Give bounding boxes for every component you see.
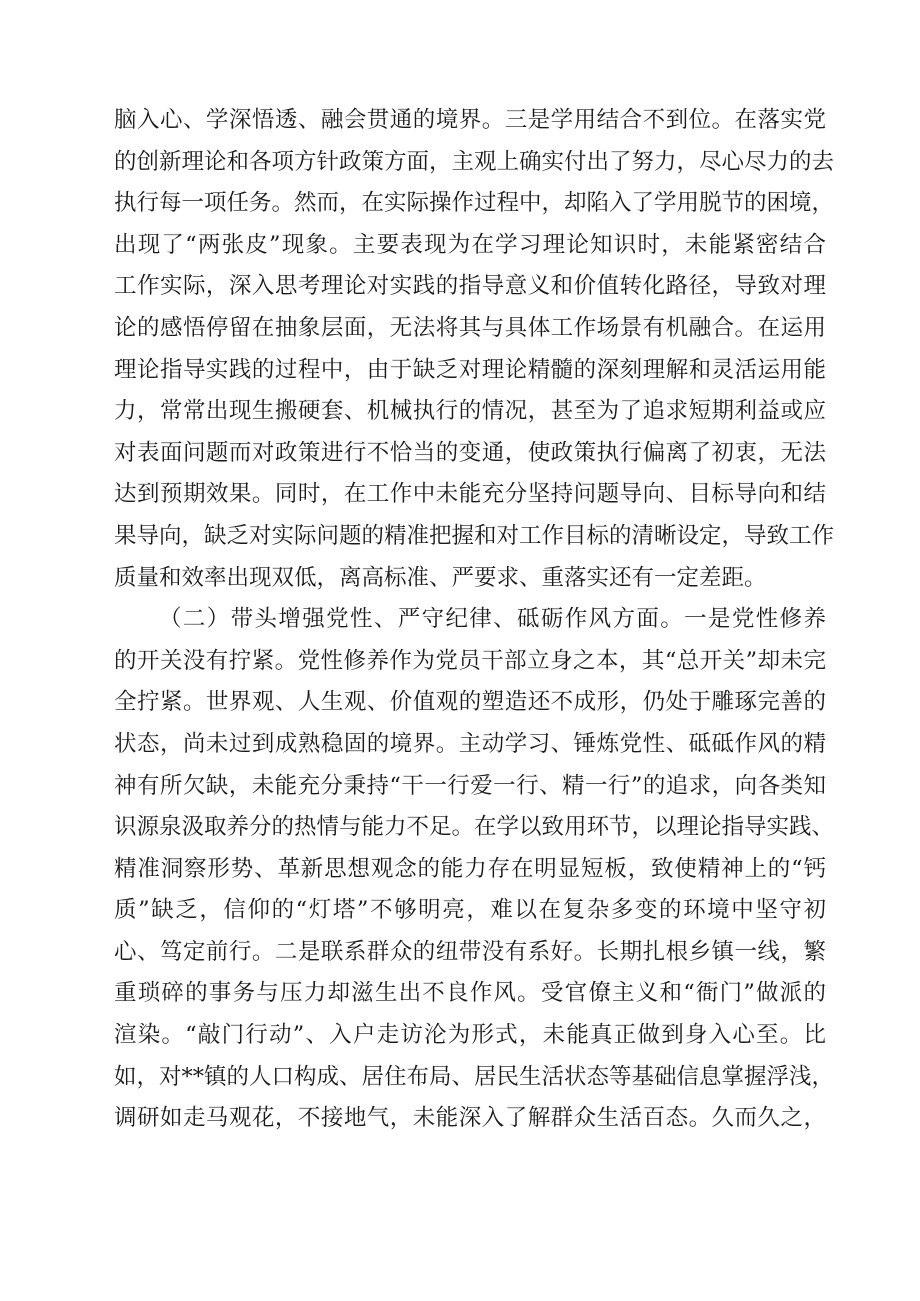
text-line-19: 精准洞察形势、革新思想观念的能力存在明显短板，致使精神上的“钙 [114, 855, 826, 882]
text-line-23: 渲染。“敲门行动”、入户走访沦为形式，未能真正做到身入心至。比 [114, 1022, 826, 1049]
text-line-8: 力，常常出现生搬硬套、机械执行的情况，甚至为了追求短期利益或应 [114, 398, 826, 425]
text-line-12: 质量和效率出现双低，离高标准、严要求、重落实还有一定差距。 [114, 564, 767, 591]
text-line-18: 识源泉汲取养分的热情与能力不足。在学以致用环节，以理论指导实践、 [114, 814, 835, 841]
text-line-1: 脑入心、学深悟透、融会贯通的境界。三是学用结合不到位。在落实党 [114, 107, 826, 133]
text-line-24: 如，对**镇的人口构成、居住布局、居民生活状态等基础信息掌握浮浅， [114, 1063, 835, 1090]
text-line-21: 心、笃定前行。二是联系群众的纽带没有系好。长期扎根乡镇一线，繁 [114, 938, 826, 965]
text-line-9: 对表面问题而对政策进行不恰当的变通，使政策执行偏离了初衷，无法 [114, 439, 826, 466]
text-line-14: 的开关没有拧紧。党性修养作为党员干部立身之本，其“总开关”却未完 [114, 647, 826, 674]
text-line-17: 神有所欠缺，未能充分秉持“干一行爱一行、精一行”的追求，向各类知 [114, 772, 826, 799]
text-line-16: 状态，尚未过到成熟稳固的境界。主动学习、锤炼党性、砥砥作风的精 [114, 730, 826, 757]
text-line-5: 工作实际，深入思考理论对实践的指导意义和价值转化路径，导致对理 [114, 273, 826, 300]
text-line-15: 全拧紧。世界观、人生观、价值观的塑造还不成形，仍处于雕琢完善的 [114, 689, 826, 716]
text-line-4: 出现了“两张皮”现象。主要表现为在学习理论知识时，未能紧密结合 [114, 231, 826, 258]
text-line-10: 达到预期效果。同时，在工作中未能充分坚持问题导向、目标导向和结 [114, 481, 826, 508]
text-line-11: 果导向，缺乏对实际问题的精准把握和对工作目标的清晰设定，导致工作 [114, 522, 835, 549]
text-line-6: 论的感悟停留在抽象层面，无法将其与具体工作场景有机融合。在运用 [114, 314, 826, 341]
text-line-3: 执行每一项任务。然而，在实际操作过程中，却陷入了学用脱节的困境， [114, 190, 835, 217]
text-line-2: 的创新理论和各项方针政策方面，主观上确实付出了努力，尽心尽力的去 [114, 148, 835, 175]
section-heading-line: （二）带头增强党性、严守纪律、砥砺作风方面。一是党性修养 [159, 606, 826, 633]
text-line-7: 理论指导实践的过程中，由于缺乏对理论精髓的深刻理解和灵活运用能 [114, 356, 826, 383]
text-line-25: 调研如走马观花，不接地气，未能深入了解群众生活百态。久而久之， [114, 1105, 826, 1132]
text-line-20: 质”缺乏，信仰的“灯塔”不够明亮，难以在复杂多变的环境中坚守初 [114, 897, 826, 924]
text-line-22: 重琐碎的事务与压力却滋生出不良作风。受官僚主义和“衙门”做派的 [114, 980, 826, 1007]
document-body [114, 100, 835, 1140]
